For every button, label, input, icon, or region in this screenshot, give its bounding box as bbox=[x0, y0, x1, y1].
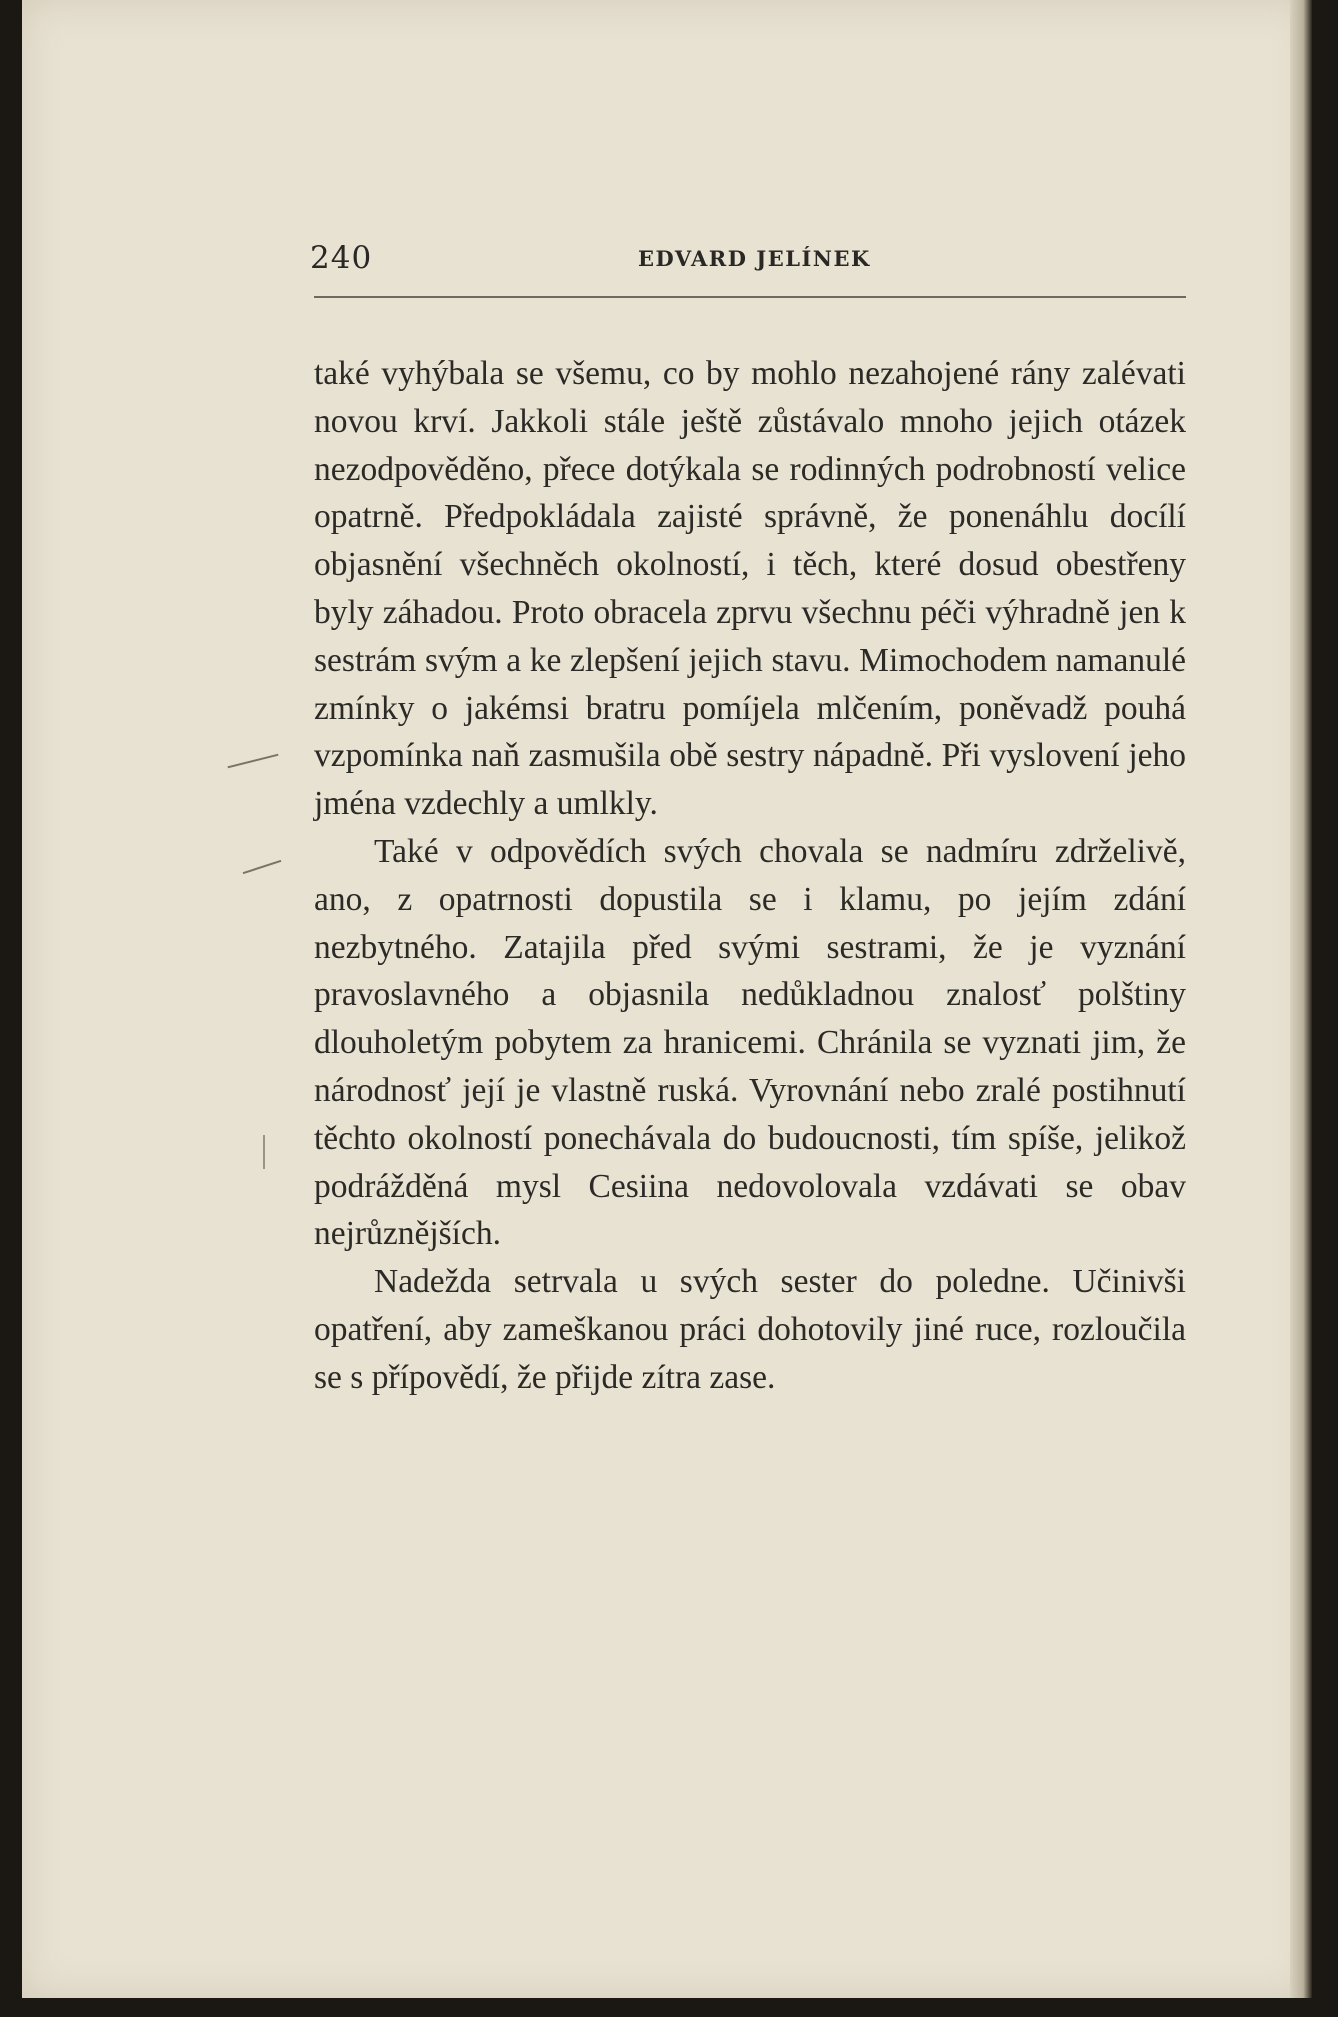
paragraph: Nadežda setrvala u svých sester do poledne. Učinivši opatření, aby zameškanou práci dohotovily jiné ruce, rozloučila se s přípovědí, že přijde zítra zase. bbox=[314, 1263, 1186, 1396]
pencil-mark bbox=[228, 754, 279, 769]
pencil-mark bbox=[243, 860, 282, 874]
pencil-mark bbox=[263, 1135, 265, 1169]
paragraph: Také v odpovědích svých chovala se nadmíru zdrželivě, ano, z opatrnosti dopustila se i klamu, po jejím zdání nezbytného. Zatajila před svými sestrami, že je vyznání pravoslavného a objasnila nedůkladnou znalosť polštiny dlouholetým pobytem za hranicemi. Chránila se vyznati jim, že národnosť její je vlastně ruská. Vyrovnání nebo zralé postihnutí těchto okolností ponechávala do budoucnosti, tím spíše, jelikož podrážděná mysl Cesiina nedovolovala vzdávati se obav nejrůznějších. bbox=[314, 832, 1186, 1253]
header-rule bbox=[314, 296, 1186, 298]
page-number: 240 bbox=[310, 240, 373, 276]
book-page bbox=[22, 0, 1312, 1998]
paragraph: také vyhýbala se všemu, co by mohlo nezahojené rány zalévati novou krví. Jakkoli stále ještě zůstávalo mnoho jejich otázek nezodpověděno, přece dotýkala se rodinných podrobností velice opatrně. Předpokládala zajisté správně, že ponenáhlu docílí objasnění všechněch okolností, i těch, které dosud obestřeny byly záhadou. Proto obracela zprvu všechnu péči výhradně jen k sestrám svým a ke zlepšení jejich stavu. Mimochodem namanulé zmínky o jakémsi bratru pomíjela mlčením, poněvadž pouhá vzpomínka naň zasmušila obě sestry nápadně. Při vyslovení jeho jména vzdechly a umlkly. bbox=[314, 355, 1186, 823]
page-header bbox=[310, 240, 1190, 284]
running-head: EDVARD JELÍNEK bbox=[638, 246, 871, 271]
page-edge bbox=[1290, 0, 1312, 1998]
body-text bbox=[314, 350, 1186, 1402]
